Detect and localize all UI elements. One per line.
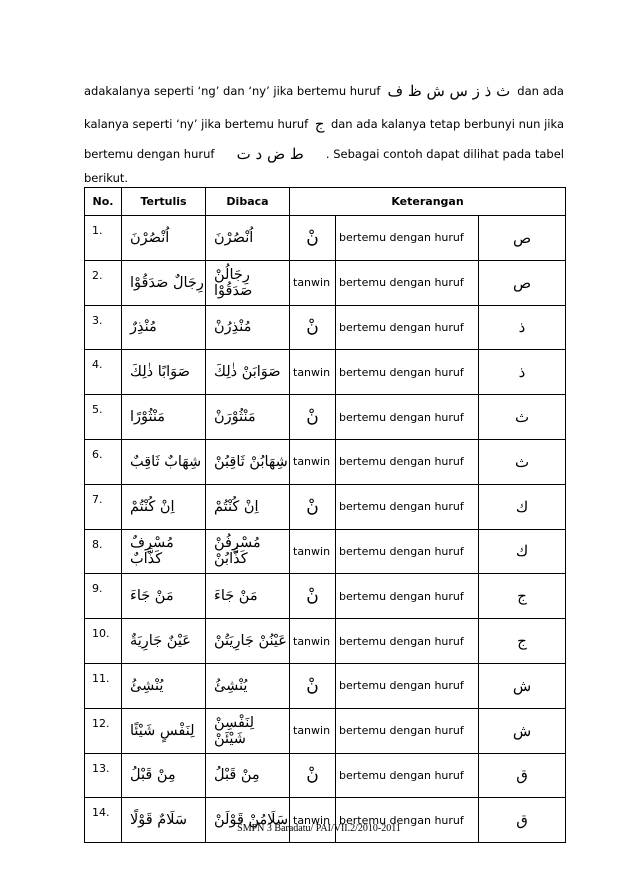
huruf-cell: ج	[479, 574, 566, 619]
dibaca-cell: مُسْرِفُنْ كَذَّابُنْ	[206, 529, 290, 574]
huruf-cell: ص	[479, 216, 566, 261]
row-number: 13.	[85, 753, 122, 798]
paragraph-text: . Sebagai contoh dapat dilihat pada tabel	[325, 147, 564, 161]
table-row	[85, 708, 566, 753]
tertulis-cell: مَنْ جَاءَ	[122, 574, 206, 619]
nun-sukun-cell: نْ	[290, 216, 336, 261]
tanwin-cell: tanwin	[290, 798, 336, 843]
tanwin-cell: tanwin	[290, 350, 336, 395]
table-row	[85, 663, 566, 708]
row-number: 9.	[85, 574, 122, 619]
dibaca-cell: شِهَابُنْ ثَاقِبُنْ	[206, 439, 290, 484]
dibaca-cell: يُنْشِئُ	[206, 663, 290, 708]
row-number: 2.	[85, 260, 122, 305]
header-dibaca: Dibaca	[206, 188, 290, 216]
dibaca-cell: اِنْ كُنْتُمْ	[206, 484, 290, 529]
dibaca-cell: سَلَامُنْ قَوْلَنْ	[206, 798, 290, 843]
huruf-cell: ث	[479, 395, 566, 440]
row-number: 10.	[85, 619, 122, 664]
dibaca-cell: صَوَابَنْ ذٰلِكَ	[206, 350, 290, 395]
nun-sukun-cell: نْ	[290, 753, 336, 798]
huruf-cell: ك	[479, 529, 566, 574]
row-number: 4.	[85, 350, 122, 395]
huruf-cell: ق	[479, 798, 566, 843]
paragraph-text: dan ada	[517, 84, 564, 98]
huruf-cell: ص	[479, 260, 566, 305]
row-number: 3.	[85, 305, 122, 350]
tertulis-cell: مِنْ قَبْلُ	[122, 753, 206, 798]
paragraph-line-1	[84, 84, 564, 98]
row-number: 8.	[85, 529, 122, 574]
row-number: 7.	[85, 484, 122, 529]
arabic-letters: ج	[314, 115, 325, 133]
keterangan-cell: bertemu dengan huruf	[336, 216, 479, 261]
tertulis-cell: اِنْ كُنْتُمْ	[122, 484, 206, 529]
huruf-cell: ث	[479, 439, 566, 484]
arabic-letters: ث ذ ز س ش ظ ف	[387, 82, 511, 100]
huruf-cell: ق	[479, 753, 566, 798]
row-number: 6.	[85, 439, 122, 484]
example-table	[84, 187, 566, 843]
tertulis-cell: صَوَابًا ذٰلِكَ	[122, 350, 206, 395]
dibaca-cell: رِجَالُنْ صَدَقُوْا	[206, 260, 290, 305]
dibaca-cell: عَيْنُنْ جَارِيَتُنْ	[206, 619, 290, 664]
tertulis-cell: لِنَفْسٍ شَيْئًا	[122, 708, 206, 753]
keterangan-cell: bertemu dengan huruf	[336, 798, 479, 843]
page-footer: SMPN 3 Baradatu/ PAI/VII.2/2010-2011	[237, 823, 401, 834]
nun-sukun-cell: نْ	[290, 305, 336, 350]
tertulis-cell: سَلَامٌ قَوْلًا	[122, 798, 206, 843]
huruf-cell: ذ	[479, 305, 566, 350]
keterangan-cell: bertemu dengan huruf	[336, 350, 479, 395]
paragraph-text: kalanya seperti ‘ny’ jika bertemu huruf	[84, 117, 309, 131]
row-number: 12.	[85, 708, 122, 753]
table-row	[85, 260, 566, 305]
nun-sukun-cell: نْ	[290, 574, 336, 619]
nun-sukun-cell: نْ	[290, 484, 336, 529]
table-row	[85, 484, 566, 529]
huruf-cell: ش	[479, 663, 566, 708]
paragraph-text: dan ada kalanya tetap berbunyi nun jika	[330, 117, 564, 131]
keterangan-cell: bertemu dengan huruf	[336, 529, 479, 574]
keterangan-cell: bertemu dengan huruf	[336, 439, 479, 484]
paragraph-text: adakalanya seperti ‘ng’ dan ‘ny’ jika bertemu huruf	[84, 84, 381, 98]
keterangan-cell: bertemu dengan huruf	[336, 574, 479, 619]
dibaca-cell: مُنْذِرُنْ	[206, 305, 290, 350]
keterangan-cell: bertemu dengan huruf	[336, 753, 479, 798]
header-tertulis: Tertulis	[122, 188, 206, 216]
tertulis-cell: مُنْذِرٌ	[122, 305, 206, 350]
table-row	[85, 439, 566, 484]
keterangan-cell: bertemu dengan huruf	[336, 305, 479, 350]
tertulis-cell: مُسْرِفٌ كَذَّابٌ	[122, 529, 206, 574]
row-number: 1.	[85, 216, 122, 261]
table-row	[85, 350, 566, 395]
tertulis-cell: مَنْثُوْرًا	[122, 395, 206, 440]
tanwin-cell: tanwin	[290, 708, 336, 753]
tertulis-cell: شِهَابٌ ثَاقِبٌ	[122, 439, 206, 484]
huruf-cell: ش	[479, 708, 566, 753]
table-header-row	[85, 188, 566, 216]
dibaca-cell: مَنْ جَاءَ	[206, 574, 290, 619]
dibaca-cell: اُنْصُرْنَ	[206, 216, 290, 261]
nun-sukun-cell: نْ	[290, 395, 336, 440]
table-row	[85, 395, 566, 440]
keterangan-cell: bertemu dengan huruf	[336, 260, 479, 305]
tanwin-cell: tanwin	[290, 260, 336, 305]
arabic-letters: ط ض د ت	[236, 145, 304, 163]
paragraph-line-3	[84, 147, 564, 161]
table-row	[85, 798, 566, 843]
huruf-cell: ج	[479, 619, 566, 664]
header-keterangan: Keterangan	[290, 188, 566, 216]
row-number: 14.	[85, 798, 122, 843]
paragraph-line-4: berikut.	[84, 171, 129, 185]
tertulis-cell: رِجَالٌ صَدَقُوْا	[122, 260, 206, 305]
tanwin-cell: tanwin	[290, 529, 336, 574]
tertulis-cell: يُنْشِئُ	[122, 663, 206, 708]
dibaca-cell: مِنْ قَبْلُ	[206, 753, 290, 798]
row-number: 11.	[85, 663, 122, 708]
table-row	[85, 216, 566, 261]
nun-sukun-cell: نْ	[290, 663, 336, 708]
huruf-cell: ك	[479, 484, 566, 529]
huruf-cell: ذ	[479, 350, 566, 395]
table-row	[85, 529, 566, 574]
keterangan-cell: bertemu dengan huruf	[336, 663, 479, 708]
tanwin-cell: tanwin	[290, 439, 336, 484]
keterangan-cell: bertemu dengan huruf	[336, 484, 479, 529]
tertulis-cell: عَيْنٌ جَارِيَةٌ	[122, 619, 206, 664]
table-row	[85, 619, 566, 664]
table-row	[85, 753, 566, 798]
tertulis-cell: اُنْصُرْنَ	[122, 216, 206, 261]
keterangan-cell: bertemu dengan huruf	[336, 708, 479, 753]
tanwin-cell: tanwin	[290, 619, 336, 664]
row-number: 5.	[85, 395, 122, 440]
dibaca-cell: لِنَفْسِنْ شَيْئَنْ	[206, 708, 290, 753]
table-row	[85, 574, 566, 619]
paragraph-text: bertemu dengan huruf	[84, 147, 215, 161]
keterangan-cell: bertemu dengan huruf	[336, 395, 479, 440]
table-row	[85, 305, 566, 350]
dibaca-cell: مَنْثُوْرَنْ	[206, 395, 290, 440]
keterangan-cell: bertemu dengan huruf	[336, 619, 479, 664]
header-no: No.	[85, 188, 122, 216]
paragraph-line-2	[84, 117, 564, 131]
